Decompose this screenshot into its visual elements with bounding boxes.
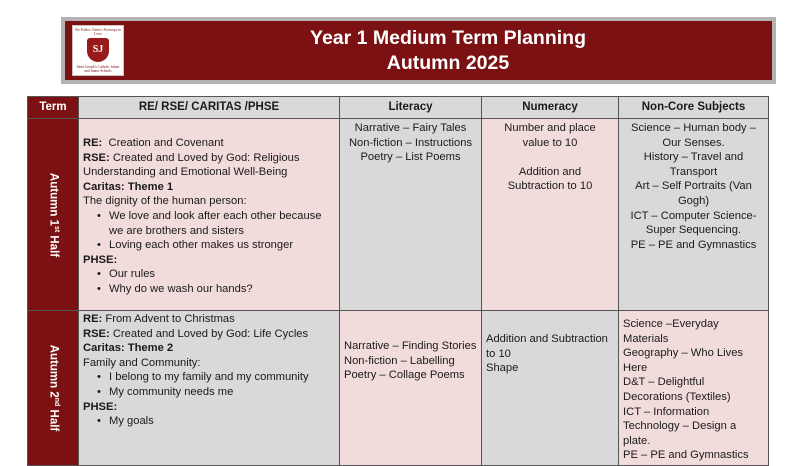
rse-line: RSE: Created and Loved by God: Religious Understanding and Emotional Well-Being — [83, 151, 300, 179]
re-cell — [79, 119, 340, 311]
noncore-item: ICT – Information Technology – Design a plate. — [623, 405, 737, 447]
school-logo — [72, 25, 124, 76]
term-label: Autumn 1st Half — [47, 172, 61, 257]
literacy-item: Poetry – Collage Poems — [344, 369, 465, 382]
list-item: • We love and look after each other because we are brothers and sisters — [97, 209, 322, 237]
noncore-cell — [619, 311, 769, 466]
phse-heading: PHSE: — [83, 253, 118, 266]
numeracy-spacer — [494, 150, 606, 165]
caritas-intro: The dignity of the human person: — [83, 195, 247, 208]
col-noncore: Non-Core Subjects — [619, 97, 769, 119]
numeracy-item: Number and place value to 10 — [504, 122, 596, 149]
term-label: Autumn 2nd Half — [47, 344, 61, 432]
literacy-item: Narrative – Finding Stories — [344, 340, 477, 352]
header-row — [28, 97, 769, 119]
literacy-item: Narrative – Fairy Tales — [354, 122, 467, 134]
noncore-item: D&T – Delightful Decorations (Textiles) — [623, 376, 731, 403]
noncore-item: Geography – Who Lives Here — [623, 347, 744, 374]
planning-table — [27, 96, 769, 466]
literacy-item: Non-fiction – Instructions — [348, 136, 473, 149]
title-line-2: Autumn 2025 — [386, 52, 510, 74]
numeracy-item: Addition and Subtraction to 10 — [507, 165, 593, 193]
noncore-item: ICT – Computer Science- Super Sequencing. — [630, 209, 757, 237]
phse-heading: PHSE: — [83, 400, 118, 413]
numeracy-cell — [482, 119, 619, 311]
numeracy-item: Shape — [486, 362, 519, 375]
page-title — [128, 26, 768, 76]
caritas-intro: Family and Community: — [83, 356, 201, 369]
re-line: RE: Creation and Covenant — [83, 137, 224, 149]
list-item: • My community needs me — [97, 385, 234, 398]
caritas-heading: Caritas: Theme 2 — [83, 342, 174, 355]
list-item: • Why do we wash our hands? — [97, 282, 253, 295]
numeracy-cell — [482, 311, 619, 466]
literacy-cell — [340, 311, 482, 466]
re-line: RE: From Advent to Christmas — [83, 313, 235, 325]
col-term: Term — [28, 97, 79, 119]
logo-crest: SJ — [87, 38, 109, 62]
literacy-cell — [340, 119, 482, 311]
term-autumn-1 — [28, 119, 79, 311]
logo-school-name: Saint Joseph's Catholic Infant and Junior Schools — [76, 65, 120, 73]
term-autumn-2 — [28, 311, 79, 466]
list-item: • I belong to my family and my community — [97, 371, 309, 384]
col-re: RE/ RSE/ CARITAS /PHSE — [79, 97, 340, 119]
list-item: • My goals — [97, 415, 154, 428]
noncore-item: Science – Human body – Our Senses. — [630, 122, 756, 149]
noncore-item: PE – PE and Gymnastics — [630, 238, 757, 251]
noncore-item: History – Travel and Transport — [643, 151, 744, 178]
rse-line: RSE: Created and Loved by God: Life Cycles — [83, 327, 309, 340]
re-cell — [79, 311, 340, 466]
literacy-item: Poetry – List Poems — [360, 151, 461, 164]
col-literacy: Literacy — [340, 97, 482, 119]
list-item: • Loving each other makes us stronger — [97, 239, 294, 252]
logo-motto: We Follow Christ's Footsteps in Love — [75, 28, 121, 36]
noncore-item: Art – Self Portraits (Van Gogh) — [635, 180, 752, 207]
caritas-heading: Caritas: Theme 1 — [83, 180, 174, 193]
noncore-item: PE – PE and Gymnastics — [623, 449, 749, 462]
list-item: • Our rules — [97, 268, 156, 281]
numeracy-item: Addition and Subtraction to 10 — [486, 333, 608, 360]
table-row — [28, 119, 769, 311]
col-numeracy: Numeracy — [482, 97, 619, 119]
literacy-item: Non-fiction – Labelling — [344, 354, 455, 367]
table-row — [28, 311, 769, 466]
title-line-1: Year 1 Medium Term Planning — [310, 27, 586, 49]
noncore-cell — [619, 119, 769, 311]
noncore-item: Science –Everyday Materials — [623, 318, 719, 345]
